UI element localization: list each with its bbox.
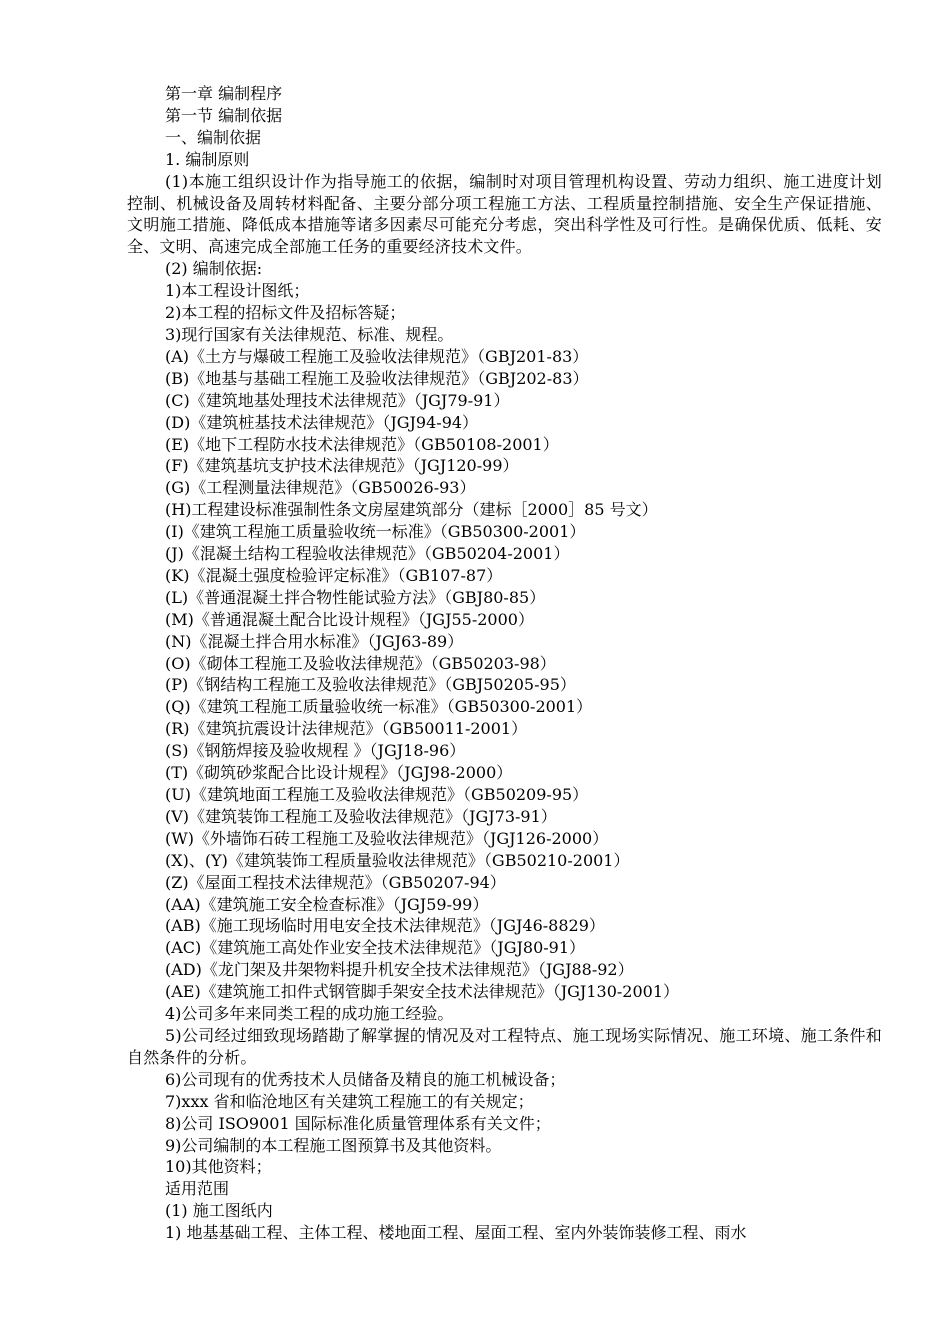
section-title: 第一节 编制依据 xyxy=(165,105,283,125)
chapter-title: 第一章 编制程序 xyxy=(165,84,283,103)
basis-list xyxy=(127,280,882,346)
standard-item: (D)《建筑桩基技术法律规范》（JGJ94-94） xyxy=(165,412,479,432)
basis-item-7: 7)xxx 省和临沧地区有关建筑工程施工的有关规定； xyxy=(165,1091,534,1111)
standard-item: (O)《砌体工程施工及验收法律规范》（GB50203-98） xyxy=(165,653,556,673)
principle-heading: 1. 编制原则 xyxy=(165,149,250,169)
standards-list xyxy=(127,346,882,1003)
basis-item-5: 5)公司经过细致现场踏勘了解掌握的情况及对工程特点、施工现场实际情况、施工环境、施工条件和自然条件的分析。 xyxy=(127,1025,882,1067)
standard-item: (W)《外墙饰石砖工程施工及验收法律规范》（JGJ126-2000） xyxy=(165,828,609,848)
basis-heading: (2) 编制依据: xyxy=(165,259,263,279)
standard-item: (R)《建筑抗震设计法律规范》（GB50011-2001） xyxy=(165,719,528,739)
principle-paragraph: (1)本施工组织设计作为指导施工的依据，编制时对项目管理机构设置、劳动力组织、施工进度计划控制、机械设备及周转材料配备、主要分部分项工程施工方法、工程质量控制措施、安全生产保证措施、文明施工措施、降低成本措施等诸多因素尽可能充分考虑，突出科学性及可行性。是确保优质、低耗、安全、文明、高速完成全部施工任务的重要经济技术文件。 xyxy=(127,171,882,257)
document-page xyxy=(127,83,882,1244)
standard-item: (T)《砌筑砂浆配合比设计规程》（JGJ98-2000） xyxy=(165,763,513,783)
standard-item: (M)《普通混凝土配合比设计规程》（JGJ55-2000） xyxy=(165,609,534,629)
basis-item-9: 9)公司编制的本工程施工图预算书及其他资料。 xyxy=(165,1135,502,1155)
standard-item: (AB)《施工现场临时用电安全技术法律规范》（JGJ46-8829） xyxy=(165,916,605,936)
standard-item: (P)《钢结构工程施工及验收法律规范》（GBJ50205-95） xyxy=(165,675,576,695)
scope-item-1: 1) 地基基础工程、主体工程、楼地面工程、屋面工程、室内外装饰装修工程、雨水 xyxy=(165,1223,747,1243)
subsection-title: 一、编制依据 xyxy=(165,127,262,147)
standard-item: (H)工程建设标准强制性条文房屋建筑部分（建标［2000］85 号文） xyxy=(165,500,658,520)
standard-item: (Z)《屋面工程技术法律规范》（GB50207-94） xyxy=(165,872,506,892)
standard-item: (C)《建筑地基处理技术法律规范》（JGJ79-91） xyxy=(165,390,510,410)
basis-item-6: 6)公司现有的优秀技术人员储备及精良的施工机械设备； xyxy=(165,1069,566,1089)
scope-heading: 适用范围 xyxy=(165,1179,230,1199)
standard-item: (F)《建筑基坑支护技术法律规范》（JGJ120-99） xyxy=(165,456,519,476)
standard-item: (N)《混凝土拌合用水标准》（JGJ63-89） xyxy=(165,631,464,651)
basis-item: 2)本工程的招标文件及招标答疑； xyxy=(165,303,406,323)
standard-item: (J)《混凝土结构工程验收法律规范》（GB50204-2001） xyxy=(165,544,570,564)
standard-item: (S)《钢筋焊接及验收规程 》（JGJ18-96） xyxy=(165,741,466,761)
standard-item: (I)《建筑工程施工质量验收统一标准》（GB50300-2001） xyxy=(165,522,586,542)
standard-item: (Q)《建筑工程施工质量验收统一标准》（GB50300-2001） xyxy=(165,697,593,717)
basis-item-10: 10)其他资料； xyxy=(165,1157,272,1177)
standard-item: (V)《建筑装饰工程施工及验收法律规范》（JGJ73-91） xyxy=(165,806,557,826)
standard-item: (AA)《建筑施工安全检查标准》（JGJ59-99） xyxy=(165,894,489,914)
basis-item-8: 8)公司 ISO9001 国际标准化质量管理体系有关文件； xyxy=(165,1113,551,1133)
standard-item: (A)《土方与爆破工程施工及验收法律规范》（GBJ201-83） xyxy=(165,346,589,366)
standard-item: (AE)《建筑施工扣件式钢管脚手架安全技术法律规范》（JGJ130-2001） xyxy=(165,982,679,1002)
standard-item: (X)、(Y)《建筑装饰工程质量验收法律规范》（GB50210-2001） xyxy=(165,850,630,870)
basis-item: 3)现行国家有关法律规范、标准、规程。 xyxy=(165,324,454,344)
standard-item: (AD)《龙门架及井架物料提升机安全技术法律规范》（JGJ88-92） xyxy=(165,960,634,980)
scope-subheading: (1) 施工图纸内 xyxy=(165,1201,273,1221)
basis-item-4: 4)公司多年来同类工程的成功施工经验。 xyxy=(165,1004,454,1024)
standard-item: (E)《地下工程防水技术法律规范》（GB50108-2001） xyxy=(165,434,559,454)
standard-item: (L)《普通混凝土拌合物性能试验方法》（GBJ80-85） xyxy=(165,587,546,607)
standard-item: (AC)《建筑施工高处作业安全技术法律规范》（JGJ80-91） xyxy=(165,938,586,958)
standard-item: (K)《混凝土强度检验评定标准》（GB107-87） xyxy=(165,565,503,585)
standard-item: (B)《地基与基础工程施工及验收法律规范》（GBJ202-83） xyxy=(165,368,589,388)
standard-item: (U)《建筑地面工程施工及验收法律规范》（GB50209-95） xyxy=(165,785,589,804)
basis-item: 1)本工程设计图纸； xyxy=(165,281,310,301)
standard-item: (G)《工程测量法律规范》（GB50026-93） xyxy=(165,478,476,498)
